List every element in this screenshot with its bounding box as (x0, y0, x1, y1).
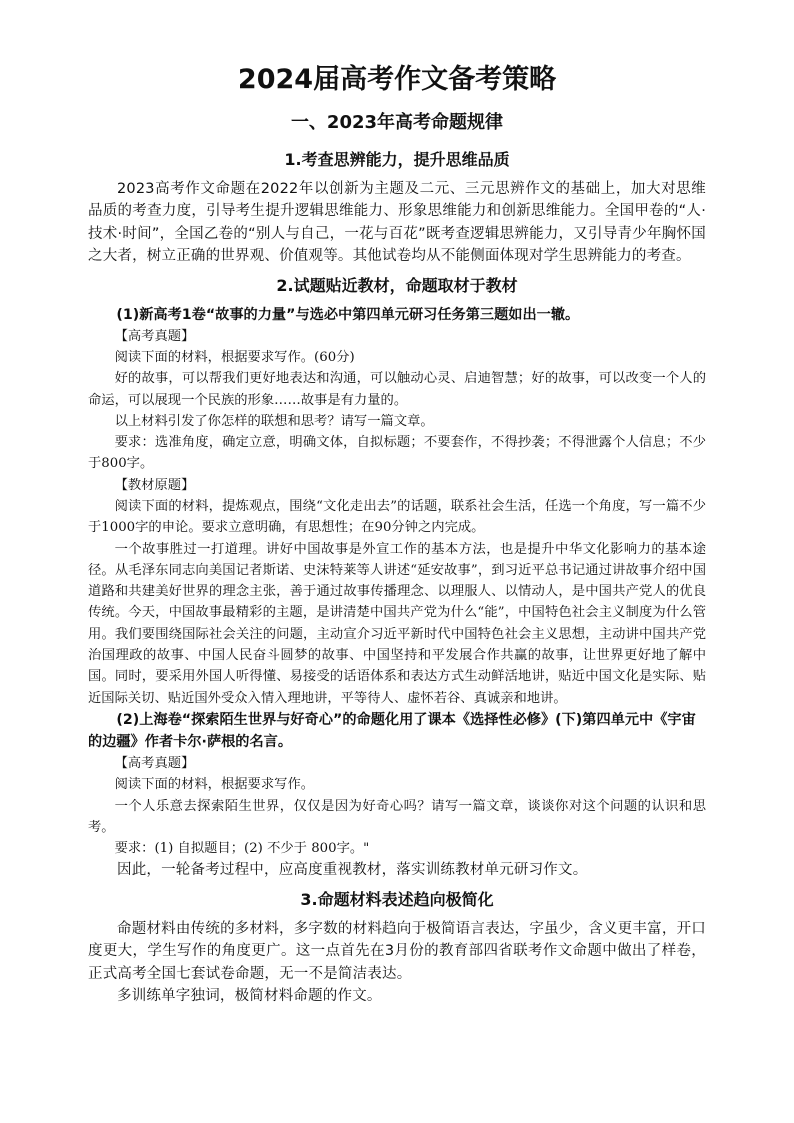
subsection-heading-2: 2.试题贴近教材，命题取材于教材 (276, 275, 518, 295)
item-title-2: (2)上海卷“探索陌生世界与好奇心”的命题化用了课本《选择性必修》(下)第四单元中《宇宙的边疆》作者卡尔·萨根的名言。 (88, 711, 696, 750)
item-title-1: (1)新高考1卷“故事的力量”与选必中第四单元研习任务第三题如出一辙。 (116, 306, 580, 323)
exam-line: 阅读下面的材料，根据要求写作。(60分) (114, 349, 355, 365)
exam-line: 阅读下面的材料，根据要求写作。 (114, 777, 315, 793)
label-gaokao-zhenti: 【高考真题】 (114, 755, 195, 771)
paragraph: 命题材料由传统的多材料，多字数的材料趋向于极简语言表达，字虽少，含义更丰富，开口度更大，学生写作的角度更广。这一点首先在3月份的教育部四省联考作文命题中做出了样卷，正式高考全国七套试卷命题，无一不是简洁表达。 (88, 920, 706, 982)
exam-line: 一个人乐意去探索陌生世界，仅仅是因为好奇心吗？请写一篇文章，谈谈你对这个问题的认识和思考。 (88, 798, 706, 835)
textbook-line: 阅读下面的材料，提炼观点，围绕“文化走出去”的话题，联系社会生活，任选一个角度，写一篇不少于1000字的申论。要求立意明确，有思想性；在90分钟之内完成。 (88, 499, 706, 536)
conclusion-paragraph: 因此，一轮备考过程中，应高度重视教材，落实训练教材单元研习作文。 (117, 862, 588, 879)
exam-line: 要求：(1) 自拟题目；(2) 不少于 800字。" (114, 841, 370, 857)
exam-line: 要求：选准角度，确定立意，明确文体，自拟标题；不要套作，不得抄袭；不得泄露个人信息；不少于800字。 (88, 435, 706, 472)
paragraph: 多训练单字独词，极简材料命题的作文。 (117, 988, 382, 1005)
section-heading: 一、2023年高考命题规律 (290, 112, 504, 133)
label-jiaocai-yuanti: 【教材原题】 (114, 477, 195, 493)
label-gaokao-zhenti: 【高考真题】 (114, 328, 195, 344)
exam-line: 好的故事，可以帮我们更好地表达和沟通，可以触动心灵、启迪智慧；好的故事，可以改变一个人的命运，可以展现一个民族的形象……故事是有力量的。 (88, 371, 706, 408)
textbook-line: 一个故事胜过一打道理。讲好中国故事是外宣工作的基本方法，也是提升中华文化影响力的基本途径。从毛泽东同志向美国记者斯诺、史沫特莱等人讲述“延安故事”，到习近平总书记通过讲故事介绍中国道路和共建美好世界的理念主张，善于通过故事传播理念、以理服人、以情动人，是中国共产党人的优良传统。今天，中国故事最精彩的主题，是讲清楚中国共产党为什么“能”，中国特色社会主义制度为什么管用。我们要围绕国际社会关注的问题，主动宣介习近平新时代中国特色社会主义思想，主动讲中国共产党治国理政的故事、中国人民奋斗圆梦的故事、中国坚持和平发展合作共赢的故事，让世界更好地了解中国。同时，要采用外国人听得懂、易接受的话语体系和表达方式生动鲜活地讲，贴近中国文化是实际、贴近国际关切、贴近国外受众入情入理地讲，平等待人、虚怀若谷、真诚亲和地讲。 (88, 541, 706, 706)
subsection-heading-3: 3.命题材料表述趋向极简化 (300, 889, 494, 909)
subsection-heading-1: 1.考查思辨能力，提升思维品质 (284, 150, 510, 169)
exam-line: 以上材料引发了你怎样的联想和思考？请写一篇文章。 (114, 413, 434, 429)
paragraph: 2023高考作文命题在2022年以创新为主题及二元、三元思辨作文的基础上，加大对思维品质的考查力度，引导考生提升逻辑思维能力、形象思维能力和创新思维能力。全国甲卷的“人·技术·时间”，全国乙卷的“别人与自己，一花与百花”既考查逻辑思辨能力，又引导青少年胸怀国之大者，树立正确的世界观、价值观等。其他试卷均从不能侧面体现对学生思辨能力的考查。 (88, 181, 706, 265)
document-title: 2024届高考作文备考策略 (237, 64, 557, 95)
